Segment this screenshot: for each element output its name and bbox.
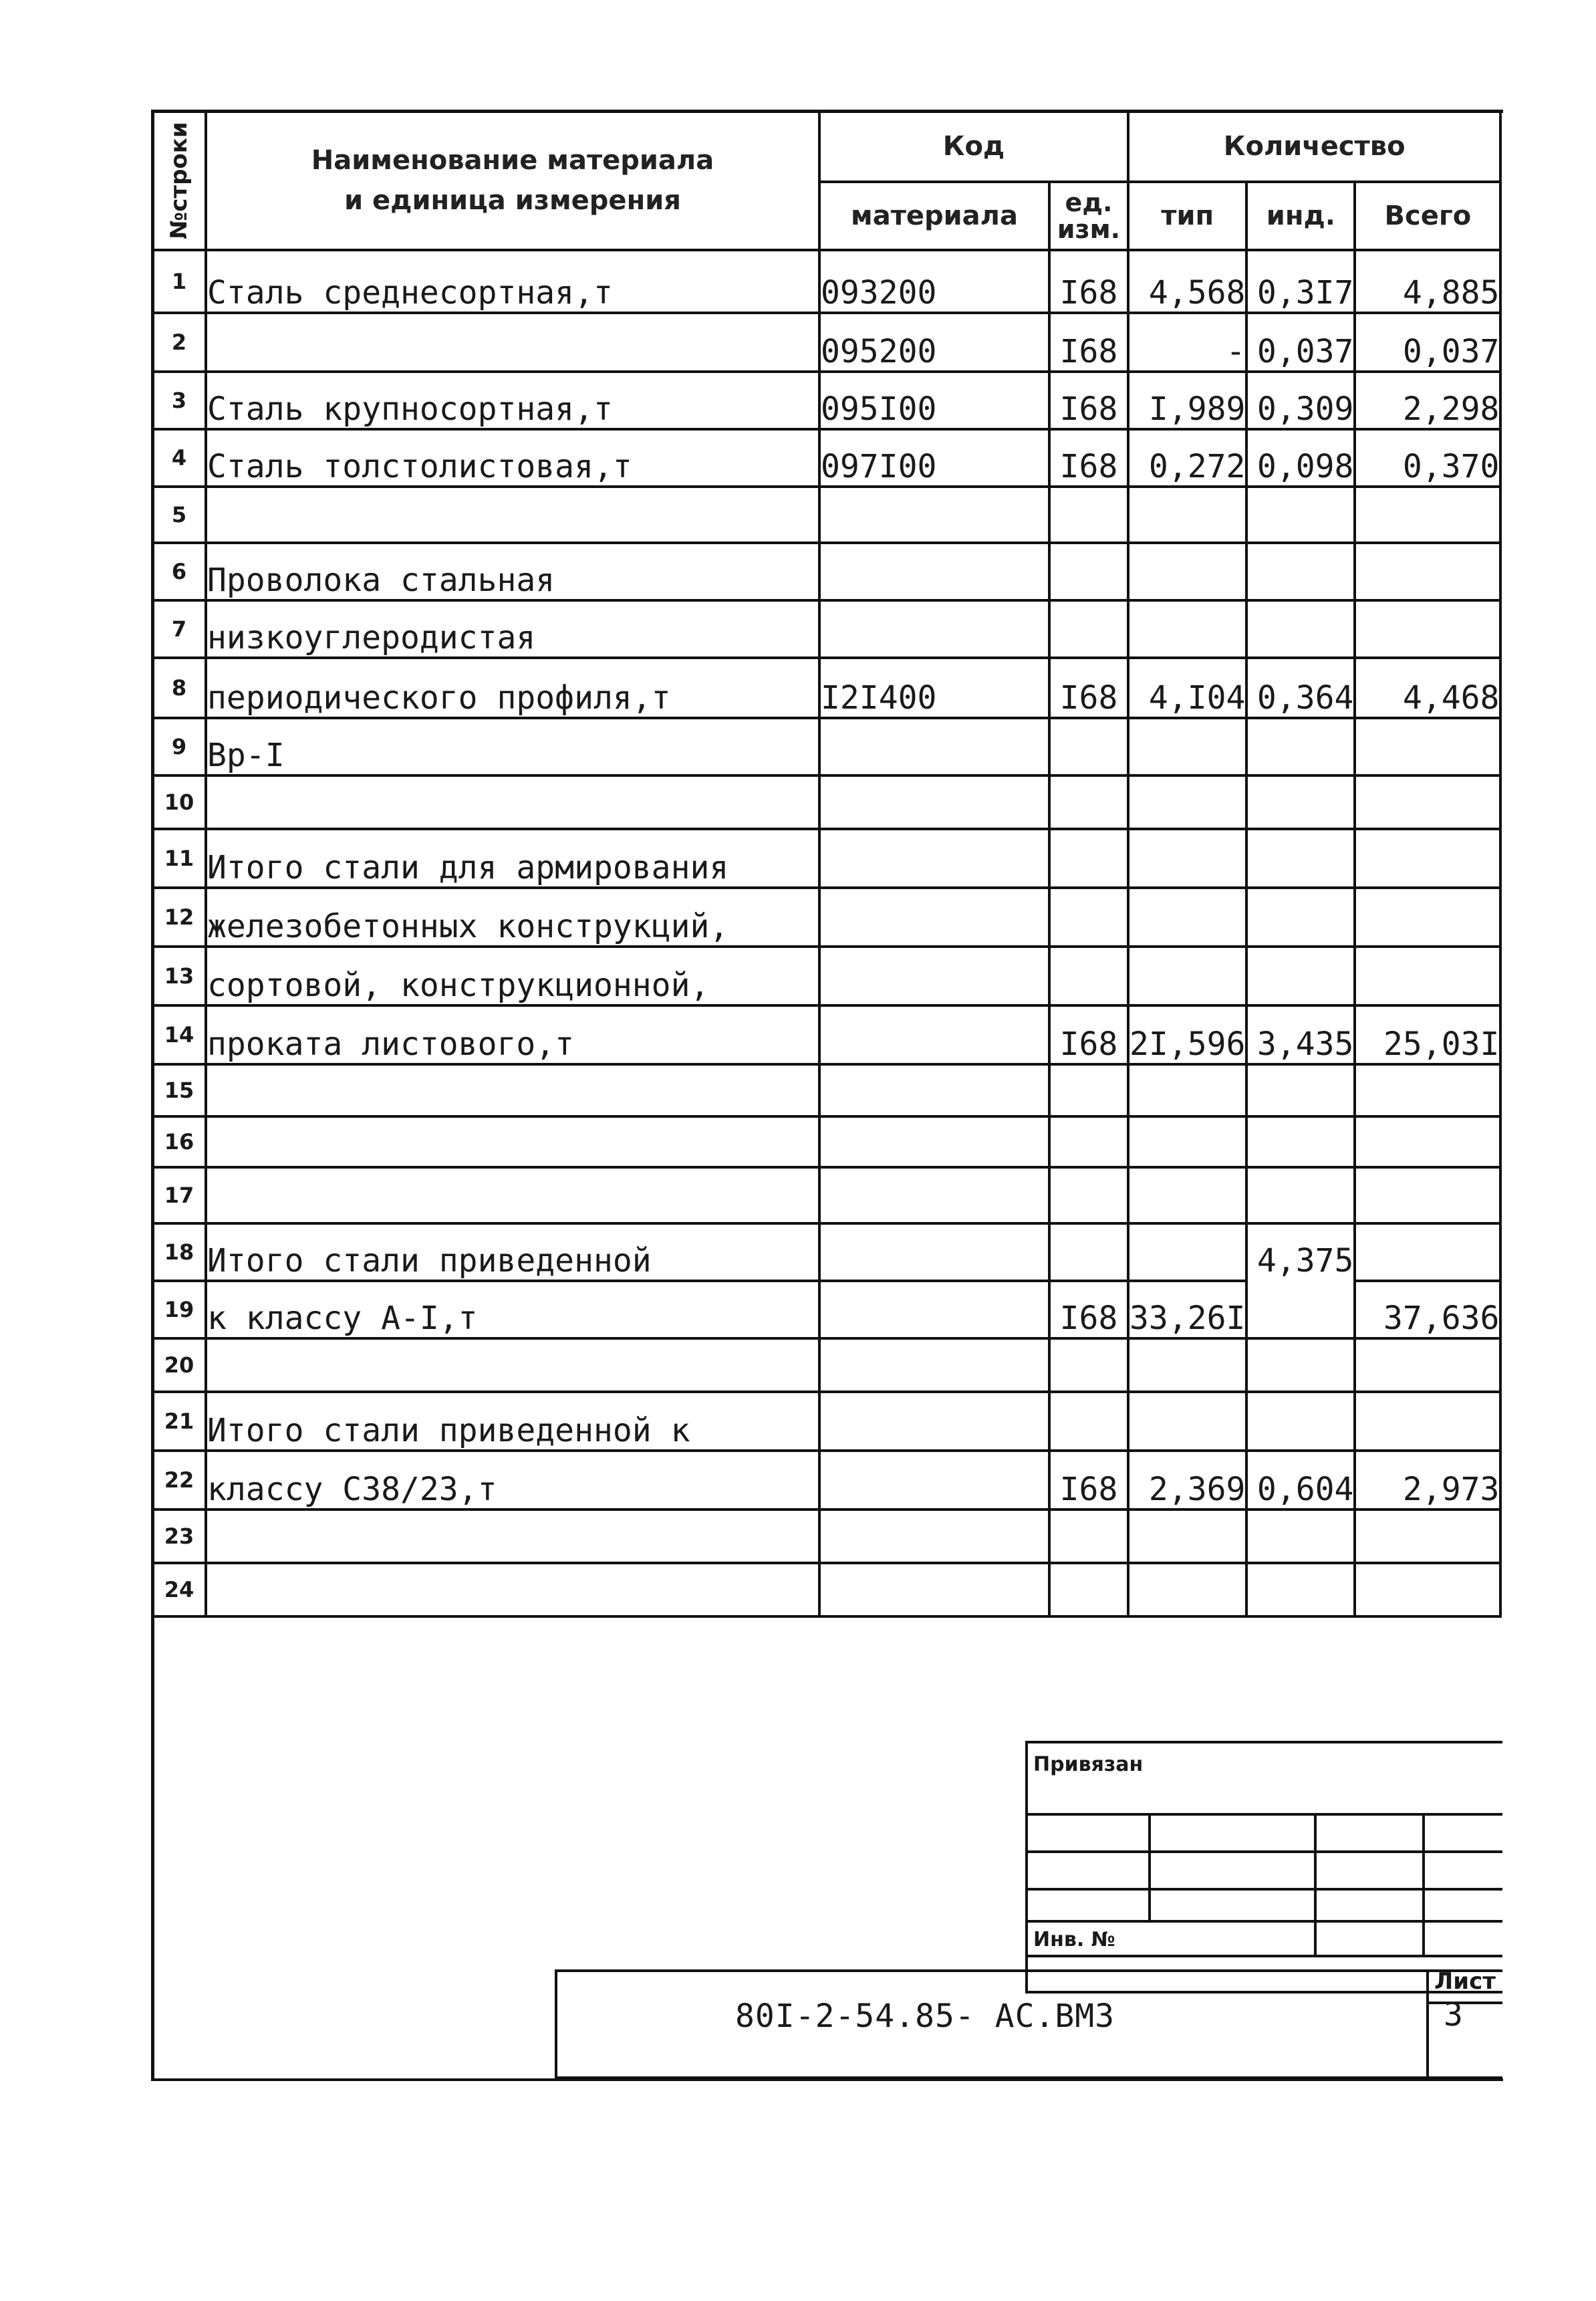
table-row [152,1392,1500,1451]
qty-typ-cell: 2,369 [1128,1451,1246,1509]
qty-typ-cell: 0,272 [1128,429,1246,487]
unit-cell [1049,1509,1128,1563]
material-name-cell: Сталь среднесортная,т [206,250,819,313]
row-number-cell: 14 [152,1005,206,1064]
row-number-cell: 2 [152,313,206,372]
qty-total-cell [1355,1167,1500,1223]
unit-cell: I68 [1049,313,1128,372]
binding-stamp [1025,1741,1502,1993]
table-row [152,372,1500,429]
qty-total-cell: 37,636 [1355,1281,1500,1338]
qty-ind-cell [1246,1167,1355,1223]
material-name-cell [206,487,819,543]
unit-cell [1049,775,1128,829]
material-name-cell: классу С38/23,т [206,1451,819,1509]
row-number-cell: 3 [152,372,206,429]
table-row [152,658,1500,718]
material-name-cell [206,1563,819,1616]
material-code-cell [819,718,1049,775]
qty-typ-cell [1128,718,1246,775]
material-code-cell [819,487,1049,543]
table-row [152,600,1500,658]
header-code: Код [819,111,1128,182]
row-number-cell: 11 [152,829,206,888]
row-number-cell: 23 [152,1509,206,1563]
qty-ind-cell [1246,718,1355,775]
material-code-cell: 095I00 [819,372,1049,429]
material-name-cell [206,1064,819,1116]
table-row [152,429,1500,487]
unit-cell: I68 [1049,1005,1128,1064]
unit-cell [1049,718,1128,775]
material-name-cell: периодического профиля,т [206,658,819,718]
qty-ind-cell: 4,375 [1246,1223,1355,1281]
material-name-cell: проката листового,т [206,1005,819,1064]
qty-ind-cell [1246,1116,1355,1167]
material-name-cell: Итого стали для армирования [206,829,819,888]
qty-typ-cell [1128,888,1246,947]
material-name-cell: низкоуглеродистая [206,600,819,658]
header-material-code: материала [819,182,1049,250]
qty-ind-cell [1246,947,1355,1005]
table-row [152,487,1500,543]
header-typ: тип [1128,182,1246,250]
material-code-cell [819,775,1049,829]
table-row [152,775,1500,829]
qty-typ-cell [1128,1563,1246,1616]
qty-typ-cell [1128,1116,1246,1167]
qty-ind-cell [1246,1338,1355,1392]
qty-ind-cell [1246,1281,1355,1338]
material-code-cell [819,888,1049,947]
unit-cell [1049,600,1128,658]
header-name-line1: Наименование материала [311,145,714,176]
unit-cell [1049,543,1128,600]
qty-typ-cell: I,989 [1128,372,1246,429]
qty-total-cell [1355,829,1500,888]
table-row [152,1509,1500,1563]
unit-cell: I68 [1049,658,1128,718]
unit-cell: I68 [1049,250,1128,313]
unit-cell [1049,829,1128,888]
material-name-cell: Сталь крупносортная,т [206,372,819,429]
table-row [152,1563,1500,1616]
qty-total-cell [1355,600,1500,658]
qty-ind-cell [1246,775,1355,829]
header-unit: ед. изм. [1049,182,1128,250]
material-name-cell [206,1167,819,1223]
row-number-cell: 12 [152,888,206,947]
unit-cell: I68 [1049,372,1128,429]
qty-total-cell [1355,543,1500,600]
material-code-cell [819,1116,1049,1167]
row-number-cell: 8 [152,658,206,718]
table-row [152,1281,1500,1338]
unit-cell: I68 [1049,1281,1128,1338]
table-row [152,1223,1500,1281]
row-number-cell: 5 [152,487,206,543]
row-number-cell: 17 [152,1167,206,1223]
material-code-cell [819,1338,1049,1392]
unit-cell [1049,1338,1128,1392]
table-row [152,1116,1500,1167]
unit-cell [1049,947,1128,1005]
header-ind: инд. [1246,182,1355,250]
qty-typ-cell: 2I,596 [1128,1005,1246,1064]
material-code-cell [819,543,1049,600]
table-row [152,1167,1500,1223]
table-row [152,1451,1500,1509]
header-row-number: №строки [152,111,206,250]
material-code-cell [819,829,1049,888]
header-quantity: Количество [1128,111,1500,182]
qty-ind-cell [1246,543,1355,600]
qty-total-cell [1355,1338,1500,1392]
qty-typ-cell [1128,1338,1246,1392]
qty-ind-cell: 0,037 [1246,313,1355,372]
row-number-cell: 24 [152,1563,206,1616]
qty-total-cell: 2,298 [1355,372,1500,429]
material-name-cell: железобетонных конструкций, [206,888,819,947]
row-number-cell: 9 [152,718,206,775]
qty-total-cell: 4,468 [1355,658,1500,718]
material-code-cell [819,1005,1049,1064]
qty-ind-cell [1246,1064,1355,1116]
qty-typ-cell [1128,947,1246,1005]
row-number-cell: 4 [152,429,206,487]
qty-typ-cell: - [1128,313,1246,372]
qty-total-cell: 0,037 [1355,313,1500,372]
qty-typ-cell [1128,543,1246,600]
document-code: 80I-2-54.85- АС.ВМ3 [735,1997,1115,2035]
row-number-cell: 6 [152,543,206,600]
qty-typ-cell [1128,1167,1246,1223]
row-number-cell: 10 [152,775,206,829]
sheet-label: Лист [1434,1968,1496,1995]
qty-total-cell [1355,1064,1500,1116]
material-code-cell [819,1167,1049,1223]
qty-ind-cell [1246,1392,1355,1451]
material-name-cell: Проволока стальная [206,543,819,600]
table-row [152,947,1500,1005]
qty-typ-cell: 4,568 [1128,250,1246,313]
qty-ind-cell [1246,829,1355,888]
qty-total-cell: 2,973 [1355,1451,1500,1509]
table-row [152,313,1500,372]
table-row [152,888,1500,947]
row-number-cell: 19 [152,1281,206,1338]
row-number-cell: 20 [152,1338,206,1392]
row-number-cell: 13 [152,947,206,1005]
qty-total-cell [1355,1223,1500,1281]
qty-ind-cell [1246,1509,1355,1563]
material-name-cell: Сталь толстолистовая,т [206,429,819,487]
qty-ind-cell [1246,487,1355,543]
qty-total-cell [1355,1563,1500,1616]
material-name-cell [206,313,819,372]
material-name-cell: Вр-I [206,718,819,775]
stamp-inv-label: Инв. № [1033,1928,1115,1951]
qty-typ-cell: 4,I04 [1128,658,1246,718]
table-row [152,1005,1500,1064]
qty-total-cell [1355,1392,1500,1451]
qty-ind-cell [1246,888,1355,947]
row-number-cell: 7 [152,600,206,658]
qty-total-cell [1355,487,1500,543]
qty-typ-cell [1128,775,1246,829]
table-row [152,1338,1500,1392]
material-code-cell: 097I00 [819,429,1049,487]
material-code-cell [819,1223,1049,1281]
qty-typ-cell [1128,1064,1246,1116]
row-number-cell: 15 [152,1064,206,1116]
unit-cell [1049,1064,1128,1116]
table-row [152,718,1500,775]
qty-typ-cell: 33,26I [1128,1281,1246,1338]
unit-cell [1049,1223,1128,1281]
material-code-cell [819,1392,1049,1451]
material-code-cell [819,947,1049,1005]
qty-total-cell [1355,775,1500,829]
material-code-cell [819,600,1049,658]
material-name-cell: к классу А-I,т [206,1281,819,1338]
qty-ind-cell: 0,098 [1246,429,1355,487]
qty-typ-cell [1128,1392,1246,1451]
sheet-number: 3 [1444,1996,1463,2034]
unit-cell: I68 [1049,429,1128,487]
table-row [152,1064,1500,1116]
unit-cell [1049,1563,1128,1616]
material-name-cell: Итого стали приведенной [206,1223,819,1281]
material-code-cell: 093200 [819,250,1049,313]
unit-cell [1049,487,1128,543]
table-row [152,829,1500,888]
row-number-cell: 18 [152,1223,206,1281]
material-code-cell [819,1509,1049,1563]
qty-total-cell [1355,1509,1500,1563]
qty-ind-cell: 0,364 [1246,658,1355,718]
header-material-name [206,111,819,250]
qty-total-cell [1355,718,1500,775]
qty-total-cell: 25,03I [1355,1005,1500,1064]
unit-cell [1049,888,1128,947]
row-number-cell: 21 [152,1392,206,1451]
material-name-cell [206,1509,819,1563]
qty-ind-cell [1246,600,1355,658]
qty-typ-cell [1128,1223,1246,1281]
material-name-cell [206,1116,819,1167]
header-total: Всего [1355,182,1500,250]
qty-typ-cell [1128,600,1246,658]
material-code-cell: 095200 [819,313,1049,372]
qty-total-cell [1355,888,1500,947]
material-code-cell [819,1064,1049,1116]
qty-typ-cell [1128,1509,1246,1563]
table-row [152,250,1500,313]
qty-total-cell: 0,370 [1355,429,1500,487]
qty-total-cell [1355,1116,1500,1167]
unit-cell [1049,1392,1128,1451]
qty-ind-cell: 3,435 [1246,1005,1355,1064]
material-code-cell [819,1563,1049,1616]
qty-typ-cell [1128,487,1246,543]
qty-ind-cell: 0,3I7 [1246,250,1355,313]
unit-cell [1049,1167,1128,1223]
unit-cell: I68 [1049,1451,1128,1509]
unit-cell [1049,1116,1128,1167]
material-name-cell [206,775,819,829]
material-code-cell [819,1281,1049,1338]
row-number-cell: 1 [152,250,206,313]
materials-table [151,110,1502,1618]
qty-ind-cell: 0,604 [1246,1451,1355,1509]
qty-total-cell [1355,947,1500,1005]
row-number-cell: 22 [152,1451,206,1509]
qty-ind-cell: 0,309 [1246,372,1355,429]
header-name-line2: и единица измерения [344,185,681,216]
qty-total-cell: 4,885 [1355,250,1500,313]
row-number-cell: 16 [152,1116,206,1167]
qty-ind-cell [1246,1563,1355,1616]
qty-typ-cell [1128,829,1246,888]
stamp-attached-label: Привязан [1033,1753,1144,1776]
material-name-cell: Итого стали приведенной к [206,1392,819,1451]
material-name-cell: сортовой, конструкционной, [206,947,819,1005]
material-code-cell: I2I400 [819,658,1049,718]
material-code-cell [819,1451,1049,1509]
table-row [152,543,1500,600]
material-name-cell [206,1338,819,1392]
